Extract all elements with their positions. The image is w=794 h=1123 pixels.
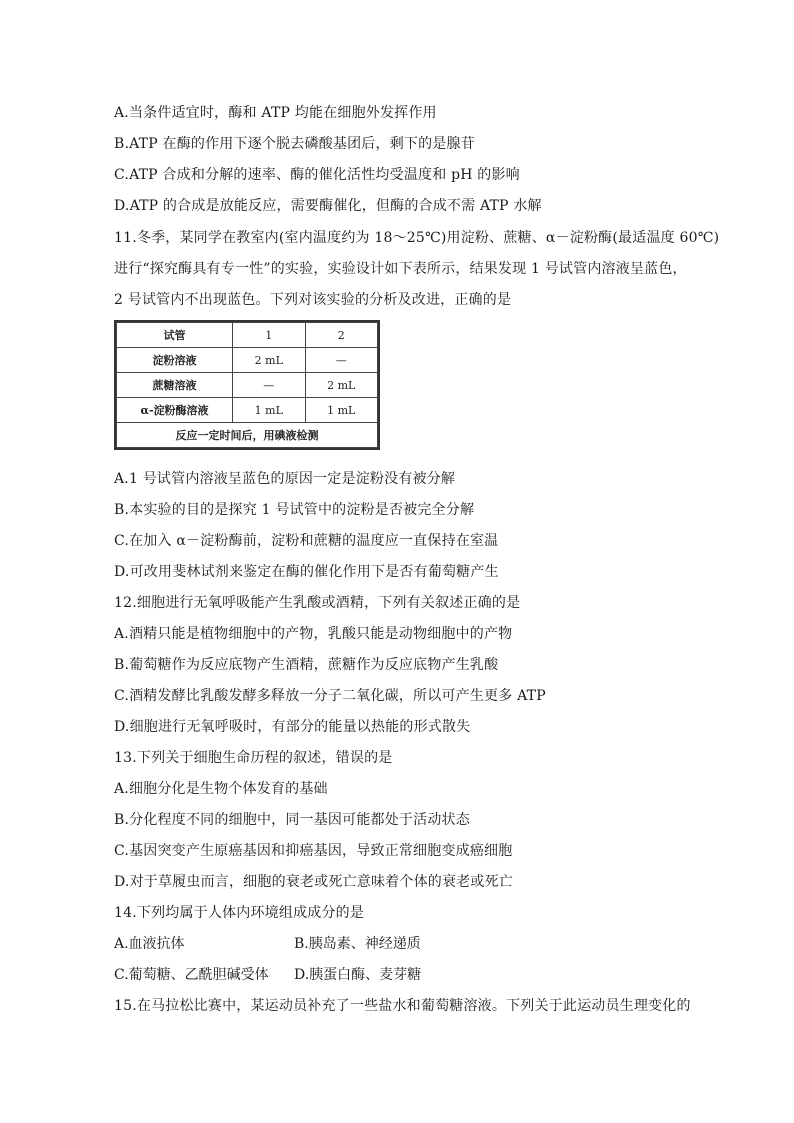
q14-stem: 14.下列均属于人体内环境组成成分的是 [114,905,365,921]
q12-stem: 12.细胞进行无氧呼吸能产生乳酸或酒精，下列有关叙述正确的是 [114,595,521,611]
table-cell: 淀粉溶液 [117,348,233,373]
table-header-cell: 2 [305,323,378,348]
q13-stem: 13.下列关于细胞生命历程的叙述，错误的是 [114,750,393,766]
q12-option-a: A.酒精只能是植物细胞中的产物，乳酸只能是动物细胞中的产物 [114,626,513,642]
table-row [117,398,378,423]
table-cell: 2 mL [233,348,305,373]
q11-stem-line-3: 2 号试管内不出现蓝色。下列对该实验的分析及改进，正确的是 [114,292,512,308]
table-cell: 1 mL [233,398,305,423]
table-cell: 蔗糖溶液 [117,373,233,398]
q14-options-row-2 [114,966,714,984]
q10-option-a: A.当条件适宜时，酶和 ATP 均能在细胞外发挥作用 [114,105,437,121]
q12-option-b: B.葡萄糖作为反应底物产生酒精，蔗糖作为反应底物产生乳酸 [114,657,499,673]
q13-option-a: A.细胞分化是生物个体发育的基础 [114,781,328,797]
q13-option-c: C.基因突变产生原癌基因和抑癌基因，导致正常细胞变成癌细胞 [114,843,513,859]
q11-option-b: B.本实验的目的是探究 1 号试管中的淀粉是否被完全分解 [114,502,475,518]
q14-option-b: B.胰岛素、神经递质 [294,936,421,952]
q14-option-d: D.胰蛋白酶、麦芽糖 [294,967,422,983]
q11-option-d: D.可改用斐林试剂来鉴定在酶的催化作用下是否有葡萄糖产生 [114,564,499,580]
table-row [117,423,378,448]
q10-option-b: B.ATP 在酶的作用下逐个脱去磷酸基团后，剩下的是腺苷 [114,136,475,152]
q11-option-a: A.1 号试管内溶液呈蓝色的原因一定是淀粉没有被分解 [114,471,456,487]
q14-option-a: A.血液抗体 [114,936,185,952]
table-cell: — [305,348,378,373]
q13-option-d: D.对于草履虫而言，细胞的衰老或死亡意味着个体的衰老或死亡 [114,874,513,890]
q12-option-c: C.酒精发酵比乳酸发酵多释放一分子二氧化碳，所以可产生更多 ATP [114,688,546,704]
table-footer-cell: 反应一定时间后，用碘液检测 [117,423,378,448]
table-cell: — [233,373,305,398]
q14-options-row-1 [114,935,714,953]
table-cell: α-淀粉酶溶液 [117,398,233,423]
q14-option-c: C.葡萄糖、乙酰胆碱受体 [114,967,269,983]
table-header-cell: 试管 [117,323,233,348]
q12-option-d: D.细胞进行无氧呼吸时，有部分的能量以热能的形式散失 [114,719,471,735]
q10-option-d: D.ATP 的合成是放能反应，需要酶催化，但酶的合成不需 ATP 水解 [114,198,542,214]
q11-stem-line-1: 11.冬季，某同学在教室内(室内温度约为 18～25℃)用淀粉、蔗糖、α－淀粉酶(最适温度 60℃) [114,230,720,246]
table-header-cell: 1 [233,323,305,348]
table-row [117,348,378,373]
q11-stem-line-2: 进行“探究酶具有专一性”的实验，实验设计如下表所示，结果发现 1 号试管内溶液呈蓝色， [114,261,687,277]
q11-option-c: C.在加入 α－淀粉酶前，淀粉和蔗糖的温度应一直保持在室温 [114,533,499,549]
q13-option-b: B.分化程度不同的细胞中，同一基因可能都处于活动状态 [114,812,470,828]
experiment-table [116,322,378,448]
table-cell: 2 mL [305,373,378,398]
q15-stem: 15.在马拉松比赛中，某运动员补充了一些盐水和葡萄糖溶液。下列关于此运动员生理变化的 [114,998,691,1014]
q10-option-c: C.ATP 合成和分解的速率、酶的催化活性均受温度和 pH 的影响 [114,167,520,183]
table-row [117,373,378,398]
table-cell: 1 mL [305,398,378,423]
table-row [117,323,378,348]
